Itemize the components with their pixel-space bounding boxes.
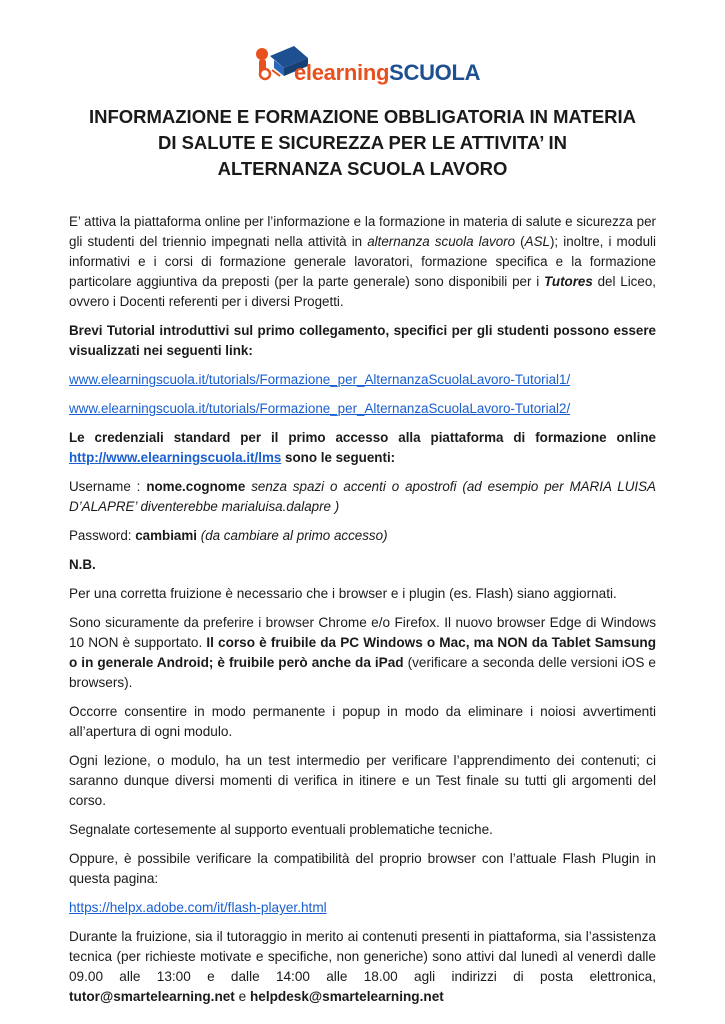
tutorial-2-paragraph: [69, 399, 656, 419]
nb-p7-text: Durante la fruizione, sia il tutoraggio in merito ai contenuti presenti in piattaforma, sia l’assistenza tecnica (per richieste motivate e specifiche, non generiche) sono attivi dal lunedì al venerdì dalle 09.00 alle 13:00 e dalle 14:00 alle 18.00 agli indirizzi di posta elettronica,: [69, 929, 656, 984]
flash-link-paragraph: [69, 898, 656, 918]
password-paragraph: [69, 526, 656, 546]
intro-paragraph: [69, 212, 656, 312]
intro-text-7: del Liceo, ovvero i Docenti referenti per i diversi Progetti.: [69, 274, 656, 309]
nb-label: N.B.: [69, 557, 96, 572]
nb-p7-and: e: [234, 989, 250, 1004]
title-line-1: INFORMAZIONE E FORMAZIONE OBBLIGATORIA IN MATERIA: [88, 106, 637, 127]
tutor-email[interactable]: tutor@smartelearning.net: [69, 989, 235, 1004]
nb-p2-text-a: Sono sicuramente da preferire i browser Chrome e/o Firefox. Il nuovo browser Edge di Windows 10 NON è supportato.: [69, 615, 656, 650]
credentials-text-1: Le credenziali standard per il primo accesso alla piattaforma di formazione online: [69, 430, 656, 445]
nb-p2-text-c: (verificare a seconda delle versioni iOS e browsers).: [69, 655, 656, 690]
title-line-2: DI SALUTE E SICUREZZA PER LE ATTIVITA’ IN: [157, 132, 568, 153]
tutorial-1-paragraph: [69, 370, 656, 390]
flash-player-link[interactable]: https://helpx.adobe.com/it/flash-player.html: [69, 900, 327, 915]
nb-paragraph-5: Segnalate cortesemente al supporto eventuali problematiche tecniche.: [69, 822, 493, 837]
password-label: Password:: [69, 528, 136, 543]
nb-paragraph-6: Oppure, è possibile verificare la compatibilità del proprio browser con l’attuale Flash Plugin in questa pagina:: [69, 851, 656, 886]
intro-text-5: ); inoltre, i moduli informativi e i corsi di formazione generale lavoratori, formazione specifica e la formazione particolare aggiuntiva da preposti (per la parte generale) sono disponibili per i: [69, 234, 656, 289]
tutorial-2-link[interactable]: www.elearningscuola.it/tutorials/Formazione_per_AlternanzaScuolaLavoro-Tutorial2/: [69, 401, 571, 416]
password-note: (da cambiare al primo accesso): [197, 528, 388, 543]
nb-p2-bold: Il corso è fruibile da PC Windows o Mac, ma NON da Tablet Samsung o in generale Android; è fruibile però anche da iPad: [69, 635, 656, 670]
nb-paragraph-1: Per una corretta fruizione è necessario che i browser e i plugin (es. Flash) siano aggiornati.: [69, 586, 617, 601]
tutorials-heading: Brevi Tutorial introduttivi sul primo collegamento, specifici per gli studenti possono essere visualizzati nei seguenti link:: [69, 323, 656, 358]
intro-text-1: E’ attiva la piattaforma online per l’informazione e la formazione in materia di salute e sicurezza per gli studenti del triennio impegnati nella attività in: [69, 214, 656, 249]
username-paragraph: [69, 477, 656, 517]
logo-text: [294, 60, 480, 86]
nb-paragraph-2: [69, 613, 656, 693]
logo-text-scuola: SCUOLA: [389, 60, 481, 85]
intro-asl-abbrev: ASL: [524, 234, 550, 249]
username-note: senza spazi o accenti o apostrofi (ad esempio per MARIA LUISA D’ALAPRE’ diventerebbe marialuisa.dalapre ): [69, 479, 656, 514]
credentials-paragraph: [69, 428, 656, 468]
nb-paragraph-7: [69, 927, 656, 1007]
logo-text-elearning: elearning: [294, 60, 390, 85]
intro-asl-italic: alternanza scuola lavoro: [367, 234, 516, 249]
intro-tutores: Tutores: [543, 274, 593, 289]
document-body: [69, 212, 656, 1016]
username-value: nome.cognome: [146, 479, 246, 494]
document-title: [60, 104, 665, 182]
title-line-3: ALTERNANZA SCUOLA LAVORO: [217, 158, 508, 179]
elearningscuola-logo: [250, 40, 480, 92]
tutorial-1-link[interactable]: www.elearningscuola.it/tutorials/Formazione_per_AlternanzaScuolaLavoro-Tutorial1/: [69, 372, 571, 387]
password-value: cambiami: [135, 528, 198, 543]
nb-paragraph-4: Ogni lezione, o modulo, ha un test intermedio per verificare l’apprendimento dei contenuti; ci saranno dunque diversi momenti di verifica in itinere e un Test finale su tutti gli argomenti del corso.: [69, 753, 656, 808]
username-label: Username :: [69, 479, 147, 494]
credentials-text-2: sono le seguenti:: [281, 450, 396, 465]
helpdesk-email[interactable]: helpdesk@smartelearning.net: [249, 989, 444, 1004]
nb-paragraph-3: Occorre consentire in modo permanente i popup in modo da eliminare i noiosi avvertimenti all’apertura di ogni modulo.: [69, 704, 656, 739]
intro-text-3: (: [515, 234, 525, 249]
lms-link[interactable]: http://www.elearningscuola.it/lms: [69, 450, 282, 465]
